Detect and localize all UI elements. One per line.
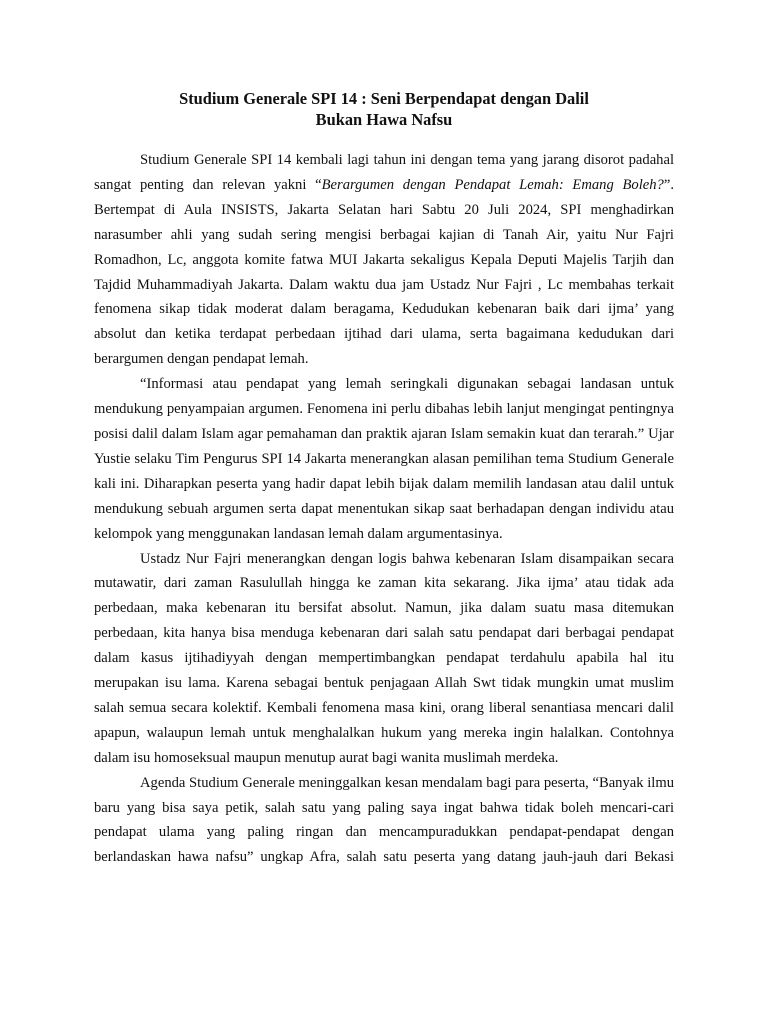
paragraph-1-text-start: Studium Generale SPI 14 kembali lagi tahun ini dengan tema yang jarang disorot padahal sangat penting dan relevan yakni “: [94, 152, 674, 193]
paragraph-1-italic-title: Berargumen dengan Pendapat Lemah: Emang Boleh?: [321, 176, 664, 193]
document-body: [94, 148, 674, 870]
paragraph-1-text-end: ”. Bertempat di Aula INSISTS, Jakarta Selatan hari Sabtu 20 Juli 2024, SPI menghadirkan narasumber ahli yang sudah sering mengisi berbagai kajian di Tanah Air, yaitu Nur Fajri Romadhon, Lc, anggota komite fatwa MUI Jakarta sekaligus Kepala Deputi Majelis Tarjih dan Tajdid Muhammadiyah Jakarta. Dalam waktu dua jam Ustadz Nur Fajri , Lc membahas terkait fenomena sikap tidak moderat dalam beragama, Kedudukan kebenaran baik dari ijma’ yang absolut dan ketika terdapat perbedaan ijtihad dari ulama, serta bagaimana kedudukan dari berargumen dengan pendapat lemah.: [94, 176, 674, 368]
title-line-1: Studium Generale SPI 14 : Seni Berpendapat dengan Dalil: [179, 89, 589, 108]
document-title: [94, 88, 674, 130]
paragraph-1: [94, 148, 674, 372]
paragraph-4: Agenda Studium Generale meninggalkan kesan mendalam bagi para peserta, “Banyak ilmu baru yang bisa saya petik, salah satu yang paling saya ingat bahwa tidak boleh mencari-cari pendapat ulama yang paling ringan dan mencampuradukkan pendapat-pendapat dengan berlandaskan hawa nafsu” ungkap Afra, salah satu peserta yang datang jauh-jauh dari Bekasi: [94, 774, 674, 866]
paragraph-3: Ustadz Nur Fajri menerangkan dengan logis bahwa kebenaran Islam disampaikan secara mutawatir, dari zaman Rasulullah hingga ke zaman kita sekarang. Jika ijma’ atau tidak ada perbedaan, maka kebenaran itu bersifat absolut. Namun, jika dalam suatu masa ditemukan perbedaan, kita hanya bisa menduga kebenaran dari salah satu pendapat dari berbagai pendapat dalam kasus ijtihadiyyah dengan mempertimbangkan pendapat terdahulu apabila hal itu merupakan isu lama. Karena sebagai bentuk penjagaan Allah Swt tidak mungkin umat muslim salah semua secara kolektif. Kembali fenomena masa kini, orang liberal senantiasa mencari dalil apapun, walaupun lemah untuk menghalalkan hukum yang mereka ingin halalkan. Contohnya dalam isu homoseksual maupun menutup aurat bagi wanita muslimah merdeka.: [94, 550, 674, 766]
title-line-2: Bukan Hawa Nafsu: [315, 110, 453, 129]
paragraph-2: “Informasi atau pendapat yang lemah seringkali digunakan sebagai landasan untuk mendukung penyampaian argumen. Fenomena ini perlu dibahas lebih lanjut mengingat pentingnya posisi dalil dalam Islam agar pemahaman dan praktik ajaran Islam semakin kuat dan terarah.” Ujar Yustie selaku Tim Pengurus SPI 14 Jakarta menerangkan alasan pemilihan tema Studium Generale kali ini. Diharapkan peserta yang hadir dapat lebih bijak dalam memilih landasan atau dalil untuk mendukung sebuah argumen serta dapat menentukan sikap saat berhadapan dengan individu atau kelompok yang menggunakan landasan lemah dalam argumentasinya.: [94, 376, 674, 542]
